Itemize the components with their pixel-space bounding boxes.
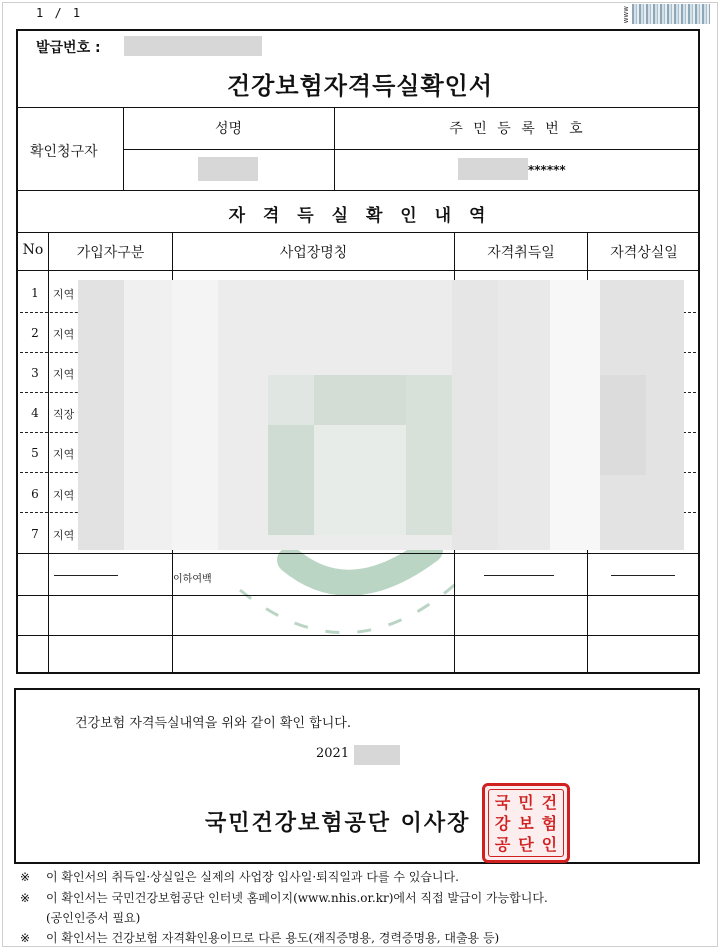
note-text: 이 확인서는 건강보험 자격확인용이므로 다른 용도(재직증명용, 경력증명용, 대출용 등) <box>46 931 500 945</box>
row-member-type: 지역 <box>53 328 75 341</box>
rule <box>48 232 49 673</box>
rule <box>17 232 699 233</box>
issue-date-year: 2021 <box>316 746 350 761</box>
row-number: 5 <box>31 446 39 460</box>
rrn-header: 주 민 등 록 번 호 <box>449 121 586 137</box>
rule <box>17 595 699 596</box>
column-header-acquired-date: 자격취득일 <box>487 245 555 261</box>
seal-char: 국 <box>494 793 511 812</box>
row-number: 1 <box>31 286 39 300</box>
row-member-type: 지역 <box>53 489 75 502</box>
rule <box>17 635 699 636</box>
seal-char: 단 <box>518 835 534 854</box>
rule <box>17 190 699 191</box>
issue-number-label: 발급번호 : <box>36 40 101 56</box>
row-member-type: 지역 <box>53 368 75 381</box>
seal-char: 민 <box>518 793 534 812</box>
seal-char: 강 <box>494 814 511 833</box>
row-number: 3 <box>31 366 39 380</box>
row-member-type: 지역 <box>53 448 75 461</box>
rule <box>17 107 699 108</box>
redacted-table-content <box>78 280 684 550</box>
rule <box>17 270 699 271</box>
rrn-masked-suffix: ****** <box>528 163 566 177</box>
redacted-date <box>354 745 400 765</box>
rule <box>17 553 699 554</box>
corner-barcode <box>622 4 712 24</box>
seal-text <box>491 792 561 854</box>
redacted-issue-number <box>124 36 262 56</box>
row-number: 4 <box>31 406 39 420</box>
note-text: (공인인증서 필요) <box>46 911 141 925</box>
name-header: 성명 <box>214 121 243 137</box>
empty-marker-line <box>54 575 118 576</box>
row-number: 6 <box>31 487 39 501</box>
corner-code-text: www <box>622 6 630 24</box>
footnote <box>20 868 459 885</box>
redacted-name <box>198 157 258 181</box>
row-number: 7 <box>31 527 39 541</box>
note-mark: ※ <box>20 870 31 884</box>
seal-char: 건 <box>541 793 558 812</box>
document-title: 건강보험자격득실확인서 <box>226 72 494 100</box>
seal-char: 인 <box>541 835 558 854</box>
note-mark: ※ <box>20 891 31 905</box>
barcode-icon <box>632 4 710 24</box>
seal-char: 험 <box>541 814 558 833</box>
row-number: 2 <box>31 326 39 340</box>
column-header-no: No <box>22 242 44 258</box>
column-header-workplace: 사업장명칭 <box>279 245 348 261</box>
note-text: 이 확인서의 취득일·상실일은 실제의 사업장 입사일·퇴직일과 다를 수 있습니다. <box>46 870 459 884</box>
note-text: 이 확인서는 국민건강보험공단 인터넷 홈페이지(www.nhis.or.kr)에서 직접 발급이 가능합니다. <box>46 891 548 905</box>
column-header-member-type: 가입자구분 <box>76 245 145 261</box>
note-mark: ※ <box>20 931 31 945</box>
seal-char: 공 <box>494 835 511 854</box>
footnote <box>20 929 499 946</box>
requester-label: 확인청구자 <box>30 144 98 160</box>
empty-marker-line <box>611 575 675 576</box>
row-member-type: 직장 <box>53 408 75 421</box>
page-number: 1 / 1 <box>36 6 83 20</box>
footnote <box>20 889 548 906</box>
empty-marker-line <box>484 575 554 576</box>
row-member-type: 지역 <box>53 529 75 542</box>
row-member-type: 지역 <box>53 288 75 301</box>
seal-char: 보 <box>518 814 534 833</box>
official-seal <box>482 783 570 863</box>
confirmation-text: 건강보험 자격득실내역을 위와 같이 확인 합니다. <box>75 716 351 731</box>
end-of-list-note: 이하여백 <box>173 574 212 585</box>
column-header-lost-date: 자격상실일 <box>610 245 678 261</box>
footnote <box>20 909 140 926</box>
issuer-name: 국민건강보험공단 이사장 <box>205 811 471 836</box>
redacted-rrn <box>458 158 528 180</box>
rule <box>123 149 699 150</box>
section-title: 자 격 득 실 확 인 내 역 <box>228 206 492 226</box>
